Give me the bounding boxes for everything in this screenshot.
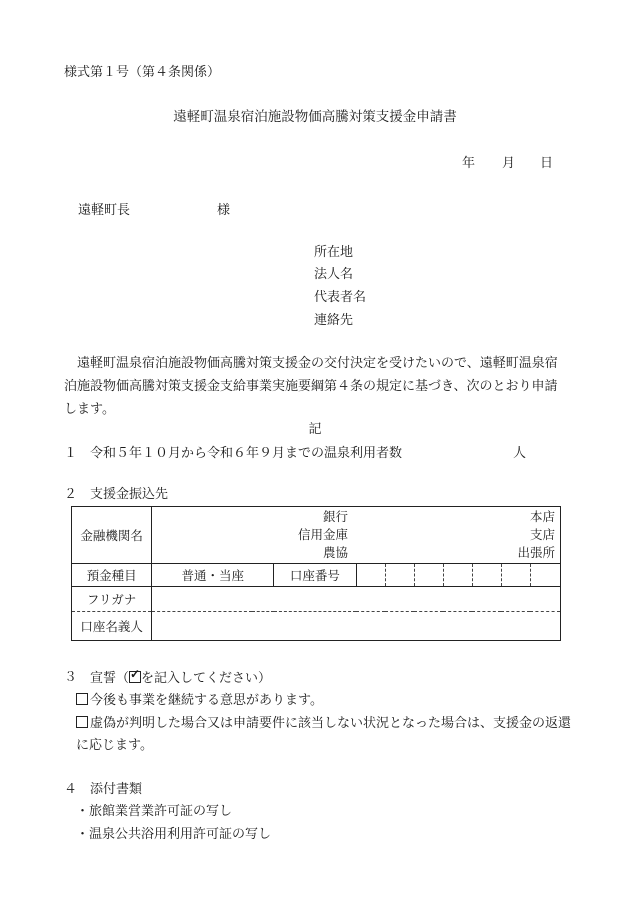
form-number-label: 様式第１号（第４条関係） xyxy=(64,65,221,80)
declaration-1 xyxy=(76,693,323,707)
section4-text: 添付書類 xyxy=(90,782,143,797)
section3-title xyxy=(90,671,271,685)
declaration-1-text: 今後も事業を継続する意思があります。 xyxy=(90,693,323,708)
attachment-item: ・温泉公共浴用利用許可証の写し xyxy=(76,827,272,842)
institution-type-bank: 銀行 xyxy=(322,509,348,524)
account-digit-cell[interactable] xyxy=(443,564,472,587)
applicant-address-label: 所在地 xyxy=(314,245,354,260)
declaration-2-text: 虚偽が判明した場合又は申請要件に該当しない状況となった場合は、支援金の返還 xyxy=(90,716,572,731)
account-number-label: 口座番号 xyxy=(274,564,356,587)
addressee-honorific: 様 xyxy=(217,203,231,218)
declaration-1-checkbox[interactable] xyxy=(76,693,88,705)
branch-type-head: 本店 xyxy=(529,509,555,524)
branch-type-office: 出張所 xyxy=(517,545,555,560)
section2-number: ２ xyxy=(64,487,78,502)
institution-type-credit-union: 信用金庫 xyxy=(297,527,348,542)
section3-title-suffix: を記入してください） xyxy=(141,671,272,686)
date-day-label: 日 xyxy=(540,156,554,171)
section4-number: ４ xyxy=(64,782,78,797)
account-holder-field[interactable] xyxy=(152,612,561,641)
branch-type-branch: 支店 xyxy=(529,527,555,542)
declaration-2-checkbox[interactable] xyxy=(76,716,88,728)
section3-title-prefix: 宣誓（ xyxy=(90,671,130,686)
account-digit-cell[interactable] xyxy=(530,564,560,587)
account-holder-label: 口座名義人 xyxy=(72,612,152,641)
account-digit-cell[interactable] xyxy=(472,564,501,587)
ki-heading: 記 xyxy=(308,422,322,437)
date-month-label: 月 xyxy=(502,156,516,171)
account-digit-cell[interactable] xyxy=(501,564,530,587)
account-digit-cell[interactable] xyxy=(356,564,385,587)
section2-text: 支援金振込先 xyxy=(90,487,169,502)
account-digit-cell[interactable] xyxy=(385,564,414,587)
declaration-2 xyxy=(76,716,571,730)
section1-number: １ xyxy=(64,446,78,461)
applicant-contact-label: 連絡先 xyxy=(314,313,354,328)
applicant-corporation-label: 法人名 xyxy=(314,267,354,282)
financial-institution-label: 金融機関名 xyxy=(72,507,152,564)
account-digit-cell[interactable] xyxy=(414,564,443,587)
document-title: 遠軽町温泉宿泊施設物価高騰対策支援金申請書 xyxy=(173,109,457,125)
deposit-type-value[interactable]: 普通・当座 xyxy=(152,564,274,587)
furigana-label: フリガナ xyxy=(72,587,152,612)
applicant-representative-label: 代表者名 xyxy=(314,290,367,305)
bank-transfer-table xyxy=(71,506,561,641)
section3-number: ３ xyxy=(64,670,78,685)
section1-text: 令和５年１０月から令和６年９月までの温泉利用者数 xyxy=(90,446,403,461)
application-body-text: 遠軽町温泉宿泊施設物価高騰対策支援金の交付決定を受けたいので、遠軽町温泉宿泊施設物価高騰対策支援金支給事業実施要綱第４条の規定に基づき、次のとおり申請します。 xyxy=(64,356,558,417)
financial-institution-field[interactable] xyxy=(152,507,561,564)
deposit-type-label: 預金種目 xyxy=(72,564,152,587)
section1-unit: 人 xyxy=(513,446,527,461)
attachment-item: ・旅館業営業許可証の写し xyxy=(76,804,233,819)
addressee-name: 遠軽町長 xyxy=(78,203,131,218)
furigana-field[interactable] xyxy=(152,587,561,612)
institution-type-agricultural: 農協 xyxy=(322,545,348,560)
checked-box-icon xyxy=(129,671,141,683)
date-year-label: 年 xyxy=(462,156,476,171)
declaration-2-continued: に応じます。 xyxy=(76,738,153,753)
